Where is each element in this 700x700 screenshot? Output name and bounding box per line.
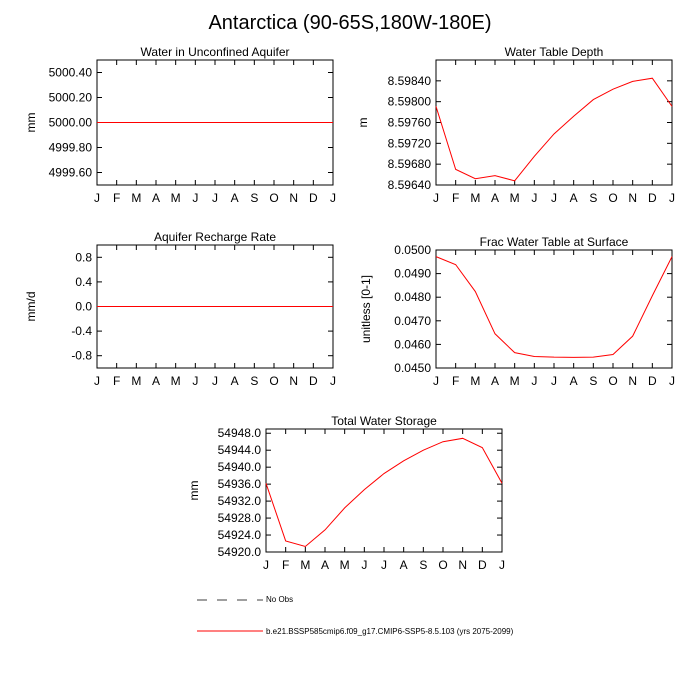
x-tick-label: A <box>320 558 330 572</box>
x-tick-label: O <box>269 374 279 388</box>
x-tick-label: J <box>263 558 269 572</box>
x-tick-label: J <box>433 191 439 205</box>
plot-frame <box>436 250 672 368</box>
y-axis-label: m <box>356 117 370 128</box>
y-tick-label: 54932.0 <box>217 494 261 509</box>
y-tick-label: 54924.0 <box>217 528 261 543</box>
y-tick-label: 8.59840 <box>387 73 431 88</box>
chart-title: Total Water Storage <box>331 414 437 428</box>
x-tick-label: J <box>330 374 336 388</box>
x-tick-label: O <box>608 191 618 205</box>
chart-title: Water Table Depth <box>504 45 604 59</box>
y-tick-label: 4999.60 <box>48 165 92 180</box>
y-tick-label: 8.59720 <box>387 136 431 151</box>
y-tick-label: 8.59640 <box>387 178 431 192</box>
x-tick-label: J <box>212 191 218 205</box>
y-tick-label: 5000.00 <box>48 115 92 130</box>
x-tick-label: A <box>569 191 578 205</box>
legend-model-label: b.e21.BSSP585cmip6.f09_g17.CMIP6-SSP5-8.5.103 (yrs 2075-2099) <box>266 627 514 636</box>
x-tick-label: D <box>647 191 657 205</box>
x-tick-label: J <box>330 191 336 205</box>
x-tick-label: J <box>551 374 557 388</box>
x-tick-label: J <box>381 558 387 572</box>
x-tick-label: N <box>289 191 299 205</box>
x-tick-label: J <box>669 191 675 205</box>
y-tick-label: 54928.0 <box>217 511 261 526</box>
y-tick-label: 5000.40 <box>48 65 92 80</box>
x-tick-label: A <box>230 374 239 388</box>
x-tick-label: F <box>112 374 121 388</box>
x-tick-label: M <box>470 374 481 388</box>
chart-title: Aquifer Recharge Rate <box>153 230 277 244</box>
x-tick-label: M <box>300 558 311 572</box>
x-tick-label: J <box>361 558 368 572</box>
x-tick-label: N <box>628 374 638 388</box>
x-tick-label: S <box>589 374 598 388</box>
x-tick-label: A <box>569 374 578 388</box>
x-tick-label: J <box>531 191 538 205</box>
legend-obs-label: No Obs <box>266 595 294 604</box>
x-tick-label: A <box>490 191 500 205</box>
x-tick-label: D <box>477 558 487 572</box>
y-tick-label: 8.59680 <box>387 157 431 172</box>
x-tick-label: J <box>192 374 199 388</box>
y-tick-label: 0.0490 <box>394 266 431 281</box>
x-tick-label: S <box>419 558 428 572</box>
x-tick-label: O <box>438 558 448 572</box>
series-line-1 <box>436 78 672 181</box>
y-axis-label: unitless [0-1] <box>359 274 373 344</box>
x-tick-label: M <box>470 191 481 205</box>
x-tick-label: M <box>339 558 350 572</box>
x-tick-label: J <box>433 374 439 388</box>
x-tick-label: S <box>250 191 259 205</box>
x-tick-label: M <box>131 191 142 205</box>
x-tick-label: J <box>531 374 538 388</box>
x-tick-label: O <box>608 374 618 388</box>
y-tick-label: 54936.0 <box>217 477 261 492</box>
x-tick-label: J <box>551 191 557 205</box>
x-tick-label: J <box>94 191 100 205</box>
x-tick-label: S <box>250 374 259 388</box>
y-tick-label: 0.8 <box>75 250 92 265</box>
x-tick-label: J <box>499 558 505 572</box>
x-tick-label: M <box>131 374 142 388</box>
series-line-1 <box>436 257 672 358</box>
chart-panel-1 <box>24 45 336 205</box>
y-tick-label: 0.0470 <box>394 313 431 328</box>
x-tick-label: S <box>589 191 598 205</box>
series-line-1 <box>266 438 502 546</box>
chart-title: Water in Unconfined Aquifer <box>140 45 290 59</box>
y-axis-label: mm <box>187 480 201 501</box>
x-tick-label: D <box>308 374 318 388</box>
y-tick-label: -0.4 <box>71 324 92 339</box>
y-tick-label: 0.0500 <box>394 243 431 257</box>
x-tick-label: O <box>269 191 279 205</box>
x-tick-label: J <box>94 374 100 388</box>
x-tick-label: J <box>669 374 675 388</box>
y-tick-label: 0.0480 <box>394 290 431 305</box>
x-tick-label: A <box>230 191 239 205</box>
x-tick-label: F <box>451 374 460 388</box>
plot-frame <box>436 60 672 185</box>
x-tick-label: D <box>308 191 318 205</box>
y-tick-label: 54940.0 <box>217 460 261 475</box>
y-tick-label: 8.59800 <box>387 94 431 109</box>
y-tick-label: 54948.0 <box>217 426 261 441</box>
x-tick-label: M <box>170 374 181 388</box>
y-tick-label: 8.59760 <box>387 115 431 130</box>
x-tick-label: F <box>451 191 460 205</box>
figure-title: Antarctica (90-65S,180W-180E) <box>208 12 492 34</box>
y-tick-label: 0.0450 <box>394 361 431 375</box>
y-tick-label: 0.4 <box>75 274 92 289</box>
x-tick-label: N <box>289 374 299 388</box>
x-tick-label: M <box>509 191 520 205</box>
chart-panel-4 <box>359 235 675 388</box>
chart-title: Frac Water Table at Surface <box>479 235 629 249</box>
y-tick-label: 5000.20 <box>48 90 92 105</box>
x-tick-label: J <box>192 191 199 205</box>
x-tick-label: F <box>112 191 121 205</box>
x-tick-label: D <box>647 374 657 388</box>
legend-model-swatch <box>195 624 265 638</box>
y-tick-label: 0.0 <box>75 299 92 314</box>
y-tick-label: 0.0460 <box>394 337 431 352</box>
x-tick-label: N <box>458 558 468 572</box>
chart-panel-2 <box>356 45 675 205</box>
chart-panel-5 <box>187 414 505 572</box>
x-tick-label: N <box>628 191 638 205</box>
x-tick-label: A <box>151 191 161 205</box>
chart-panel-3 <box>24 230 336 388</box>
y-tick-label: 54920.0 <box>217 545 261 559</box>
x-tick-label: A <box>490 374 500 388</box>
y-tick-label: -0.8 <box>71 348 92 363</box>
x-tick-label: F <box>281 558 290 572</box>
x-tick-label: M <box>170 191 181 205</box>
y-axis-label: mm/d <box>24 291 38 322</box>
y-tick-label: 54944.0 <box>217 443 261 458</box>
x-tick-label: A <box>151 374 161 388</box>
x-tick-label: A <box>399 558 408 572</box>
y-tick-label: 4999.80 <box>48 140 92 155</box>
y-axis-label: mm <box>24 112 38 133</box>
x-tick-label: M <box>509 374 520 388</box>
legend-obs-swatch <box>195 593 265 607</box>
plot-frame <box>266 429 502 552</box>
x-tick-label: J <box>212 374 218 388</box>
